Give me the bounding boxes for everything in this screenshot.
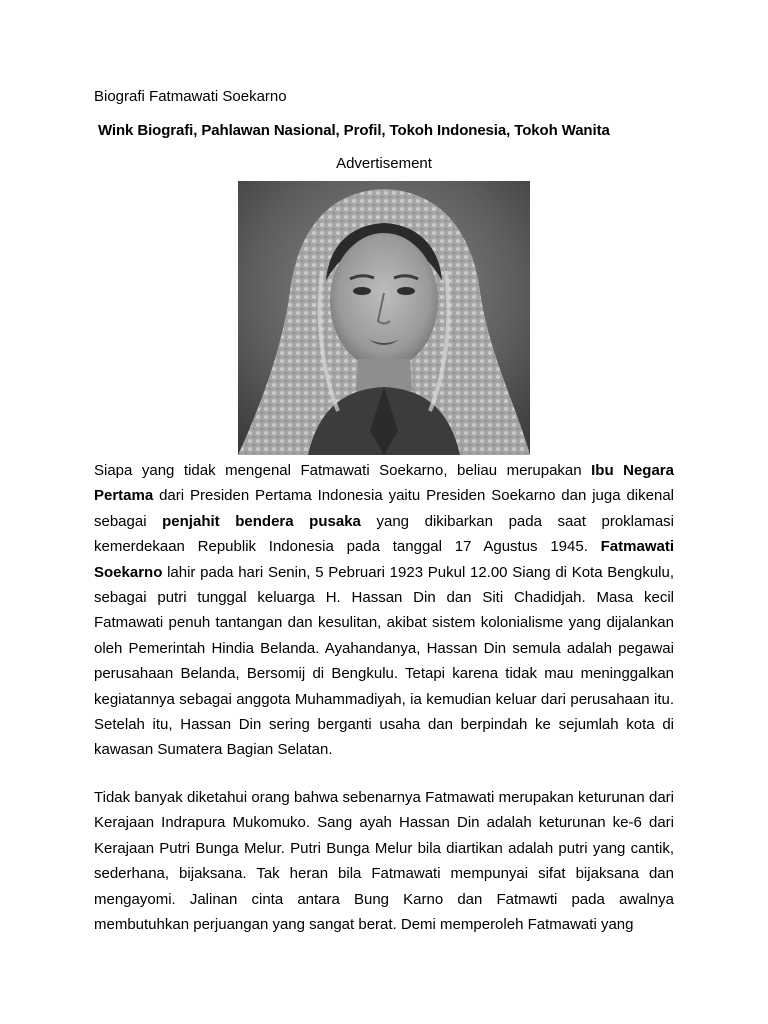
paragraph-1-text-1: Siapa yang tidak mengenal Fatmawati Soekarno, beliau merupakan [94, 462, 592, 479]
category-tags: Wink Biografi, Pahlawan Nasional, Profil, Tokoh Indonesia, Tokoh Wanita [98, 122, 610, 139]
paragraph-1-text-3: yang dikibarkan pada saat proklamasi kemerdekaan Republik Indonesia pada tanggal 17 Agustus 1945. [94, 512, 675, 556]
bold-phrase-flag-sewer: penjahit bendera pusaka [162, 512, 361, 530]
paragraph-1 [94, 458, 674, 763]
bold-phrase-first-lady: Ibu Negara Pertama [94, 462, 674, 505]
paragraph-1-text-4: lahir pada hari Senin, 5 Pebruari 1923 Pukul 12.00 Siang di Kota Bengkulu, sebagai putri tunggal keluarga H. Hassan Din dan Siti Chadidjah. Masa kecil Fatmawati penuh tantangan dan kesulitan, akibat sistem kolonialisme yang dijalankan oleh Pemerintah Hindia Belanda. Ayahandanya, Hassan Din semula adalah pegawai perusahaan Belanda, Bersomij di Bengkulu. Tetapi karena tidak mau meninggalkan kegiatannya sebagai anggota Muhammadiyah, ia kemudian keluar dari perusahaan itu. Setelah itu, Hassan Din sering berganti usaha dan berpindah ke sejumlah kota di kawasan Sumatera Bagian Selatan. [94, 563, 674, 759]
portrait-photo [238, 181, 530, 455]
bold-phrase-name: Fatmawati Soekarno [94, 538, 674, 581]
paragraph-1-text-2: dari Presiden Pertama Indonesia yaitu Presiden Soekarno dan juga dikenal sebagai [94, 487, 674, 530]
document-title: Biografi Fatmawati Soekarno [94, 88, 287, 105]
advertisement-label: Advertisement [336, 155, 432, 172]
paragraph-2: Tidak banyak diketahui orang bahwa sebenarnya Fatmawati merupakan keturunan dari Kerajaan Indrapura Mukomuko. Sang ayah Hassan Din adalah keturunan ke-6 dari Kerajaan Putri Bunga Melur. Putri Bunga Melur bila diartikan adalah putri yang cantik, sederhana, bijaksana. Tak heran bila Fatmawati mempunyai sifat bijaksana dan mengayomi. Jalinan cinta antara Bung Karno dan Fatmawti pada awalnya membutuhkan perjuangan yang sangat berat. Demi memperoleh Fatmawati yang [94, 789, 674, 934]
